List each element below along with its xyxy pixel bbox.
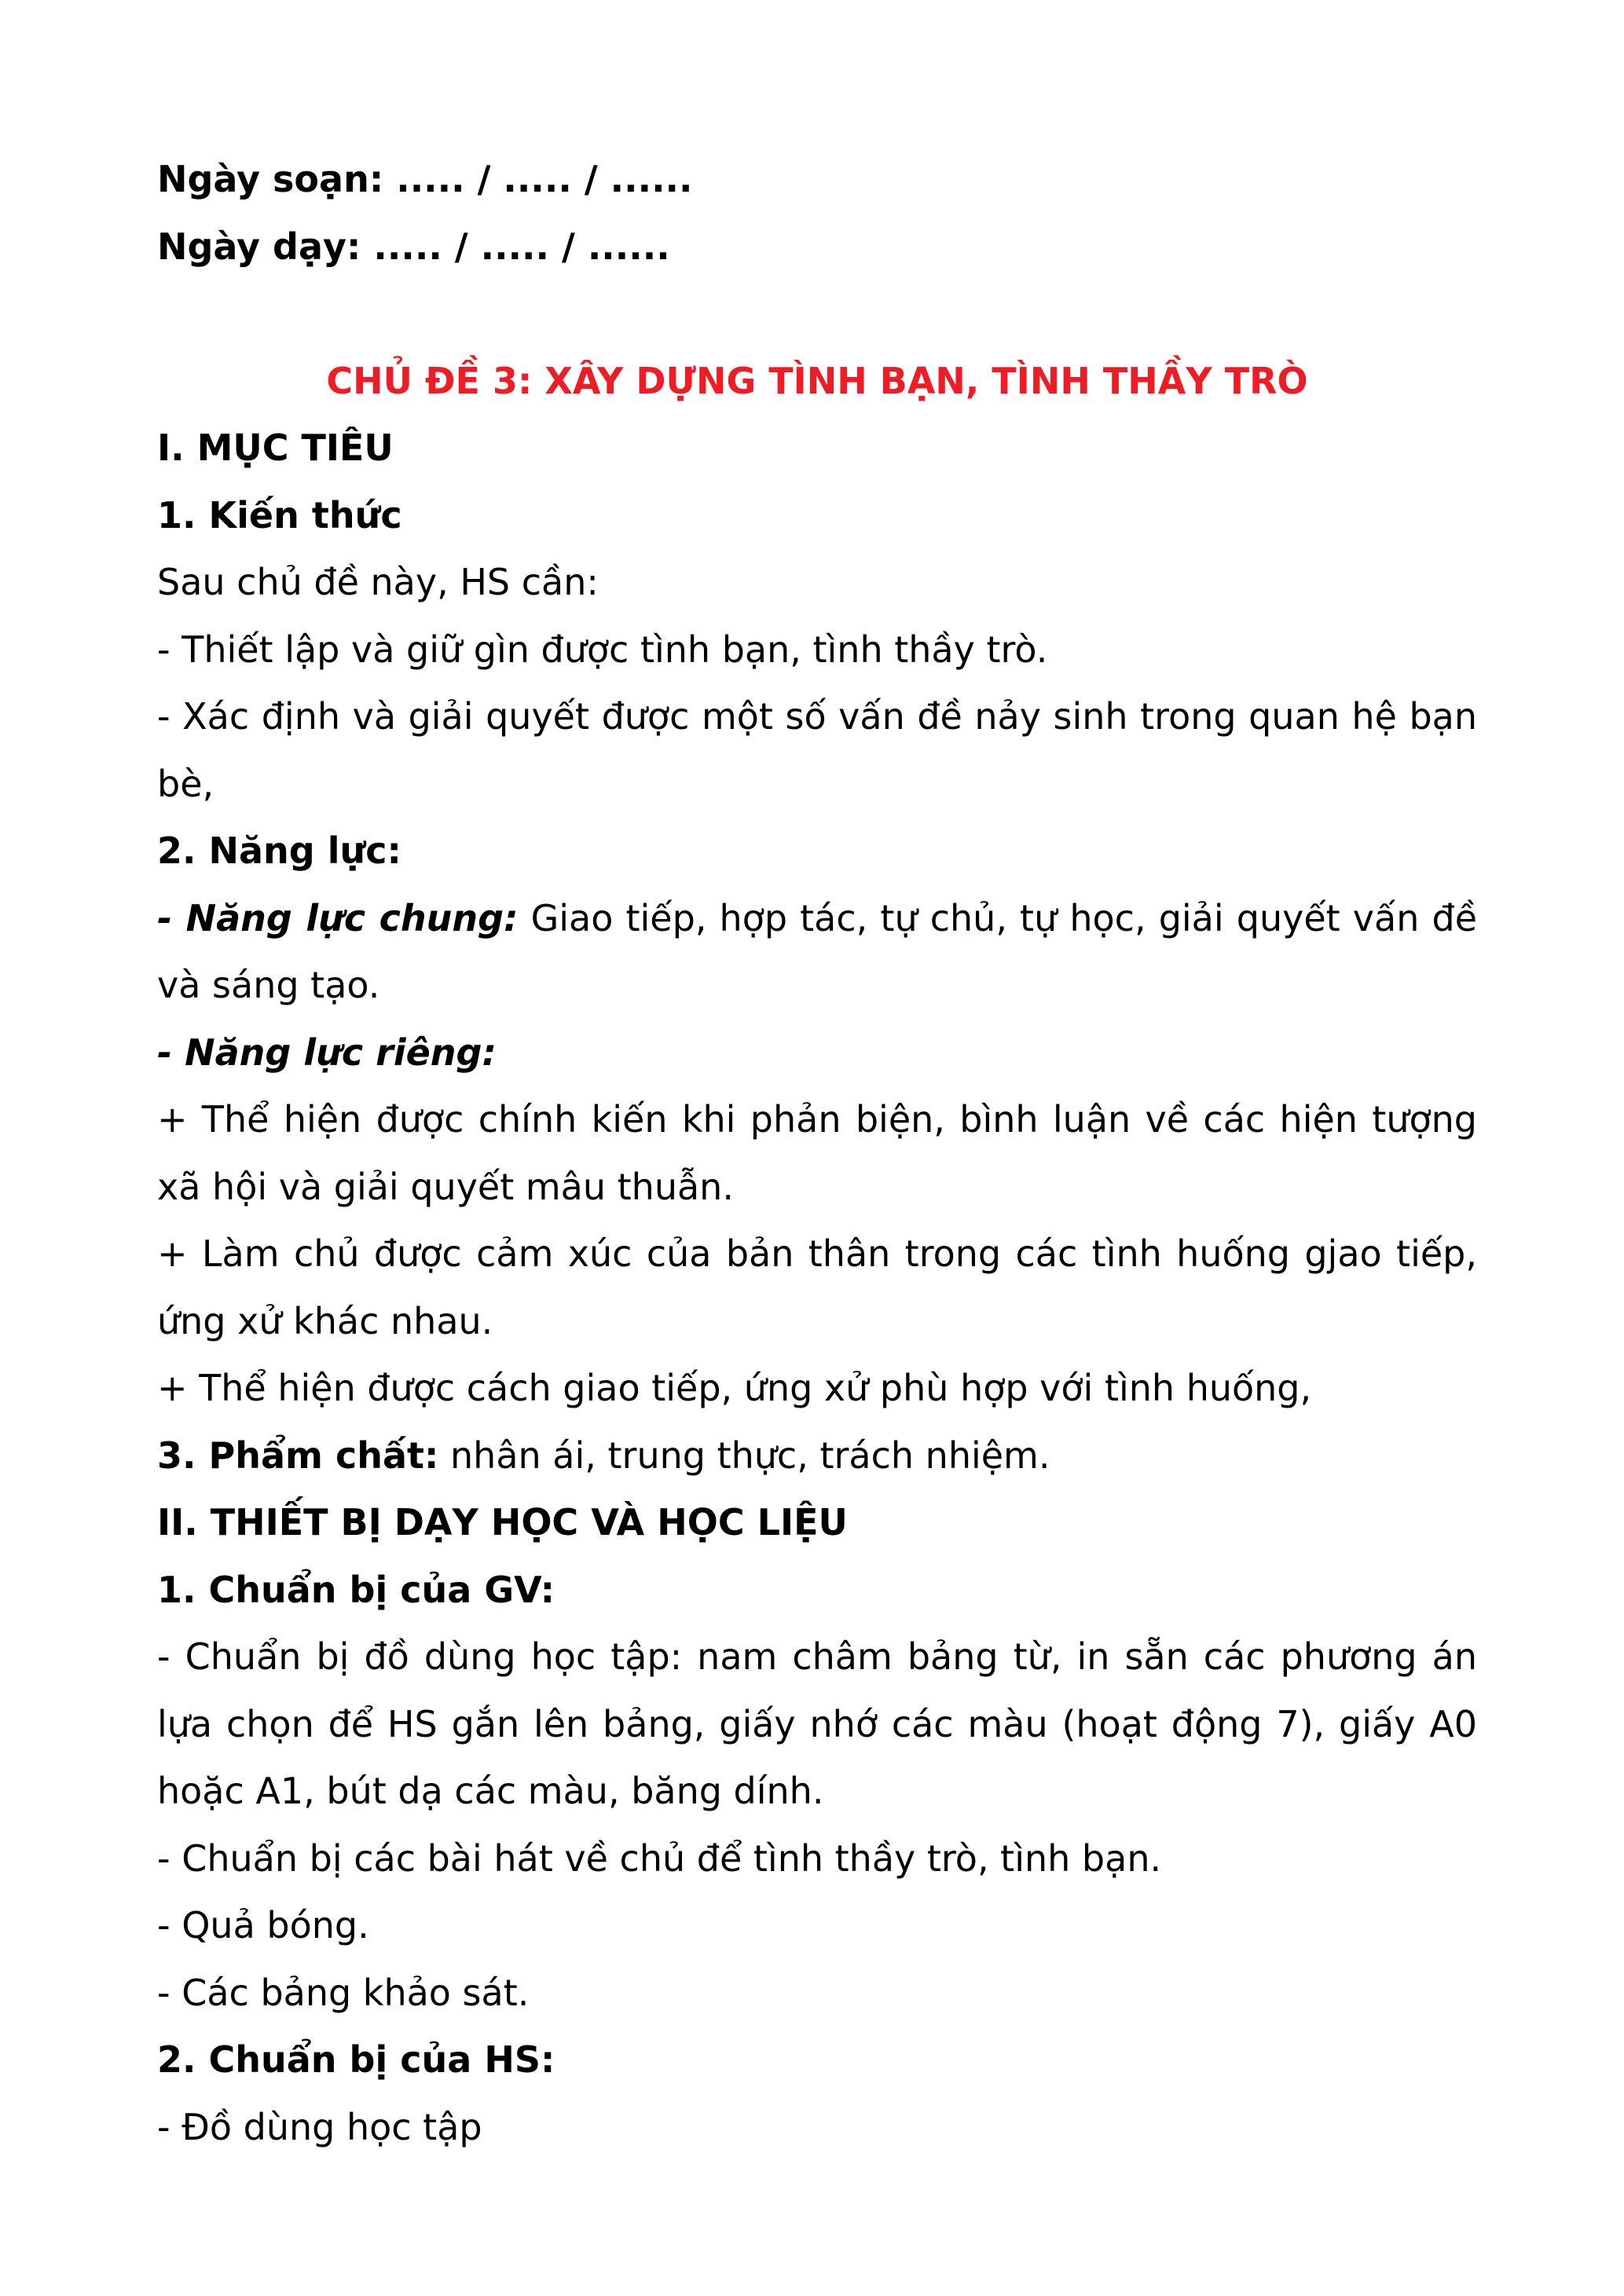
specific-competence-item: + Thể hiện được cách giao tiếp, ứng xử phù hợp với tình huống, <box>157 1367 1312 1409</box>
knowledge-intro: Sau chủ đề này, HS cần: <box>157 561 599 603</box>
teacher-prep-item: - Các bảng khảo sát. <box>157 1971 530 2014</box>
subheading-teacher-prep: 1. Chuẩn bị của GV: <box>157 1568 555 1611</box>
teacher-prep-item: - Chuẩn bị các bài hát về chủ để tình thầy trò, tình bạn. <box>157 1836 1162 1880</box>
general-competence-text: Giao tiếp, hợp tác, tự chủ, tự học, giải quyết vấn đề và sáng tạo. <box>157 896 1477 1006</box>
subheading-competence: 2. Năng lực: <box>157 829 401 872</box>
specific-competence-label: - Năng lực riêng: <box>157 1031 497 1074</box>
general-competence <box>157 885 1477 1020</box>
general-competence-label: - Năng lực chung: <box>157 896 519 939</box>
subheading-student-prep: 2. Chuẩn bị của HS: <box>157 2038 555 2081</box>
spacer <box>157 280 1477 348</box>
knowledge-item: - Thiết lập và giữ gìn được tình bạn, tình thầy trò. <box>157 628 1048 671</box>
date-taught: Ngày dạy: ..... / ..... / ...... <box>157 225 670 268</box>
subheading-knowledge: 1. Kiến thức <box>157 493 402 536</box>
section-heading-objectives: I. MỤC TIÊU <box>157 427 394 469</box>
lesson-plan-page <box>157 146 1477 2161</box>
student-prep-item: - Đồ dùng học tập <box>157 2105 482 2148</box>
quality <box>157 1423 1477 1490</box>
topic-title: CHỦ ĐỀ 3: XÂY DỰNG TÌNH BẠN, TÌNH THẦY TRÒ <box>326 359 1308 402</box>
specific-competence-item: + Làm chủ được cảm xúc của bản thân trong các tình huống gjao tiếp, ứng xử khác nhau. <box>157 1232 1477 1342</box>
date-prepared: Ngày soạn: ..... / ..... / ...... <box>157 158 693 200</box>
quality-label: 3. Phẩm chất: <box>157 1434 439 1477</box>
teacher-prep-item: - Quả bóng. <box>157 1904 369 1946</box>
section-heading-equipment: II. THIẾT BỊ DẠY HỌC VÀ HỌC LIỆU <box>157 1501 848 1543</box>
quality-text: nhân ái, trung thực, trách nhiệm. <box>438 1434 1050 1477</box>
teacher-prep-item: - Chuẩn bị đồ dùng học tập: nam châm bảng từ, in sẵn các phương án lựa chọn để HS gắn lên bảng, giấy nhớ các màu (hoạt động 7), giấy A0 hoặc A1, bút dạ các màu, băng dính. <box>157 1635 1477 1812</box>
specific-competence-item: + Thể hiện được chính kiến khi phản biện, bình luận về các hiện tượng xã hội và giải quyết mâu thuẫn. <box>157 1098 1477 1208</box>
knowledge-item: - Xác định và giải quyết được một số vấn đề nảy sinh trong quan hệ bạn bè, <box>157 695 1477 805</box>
